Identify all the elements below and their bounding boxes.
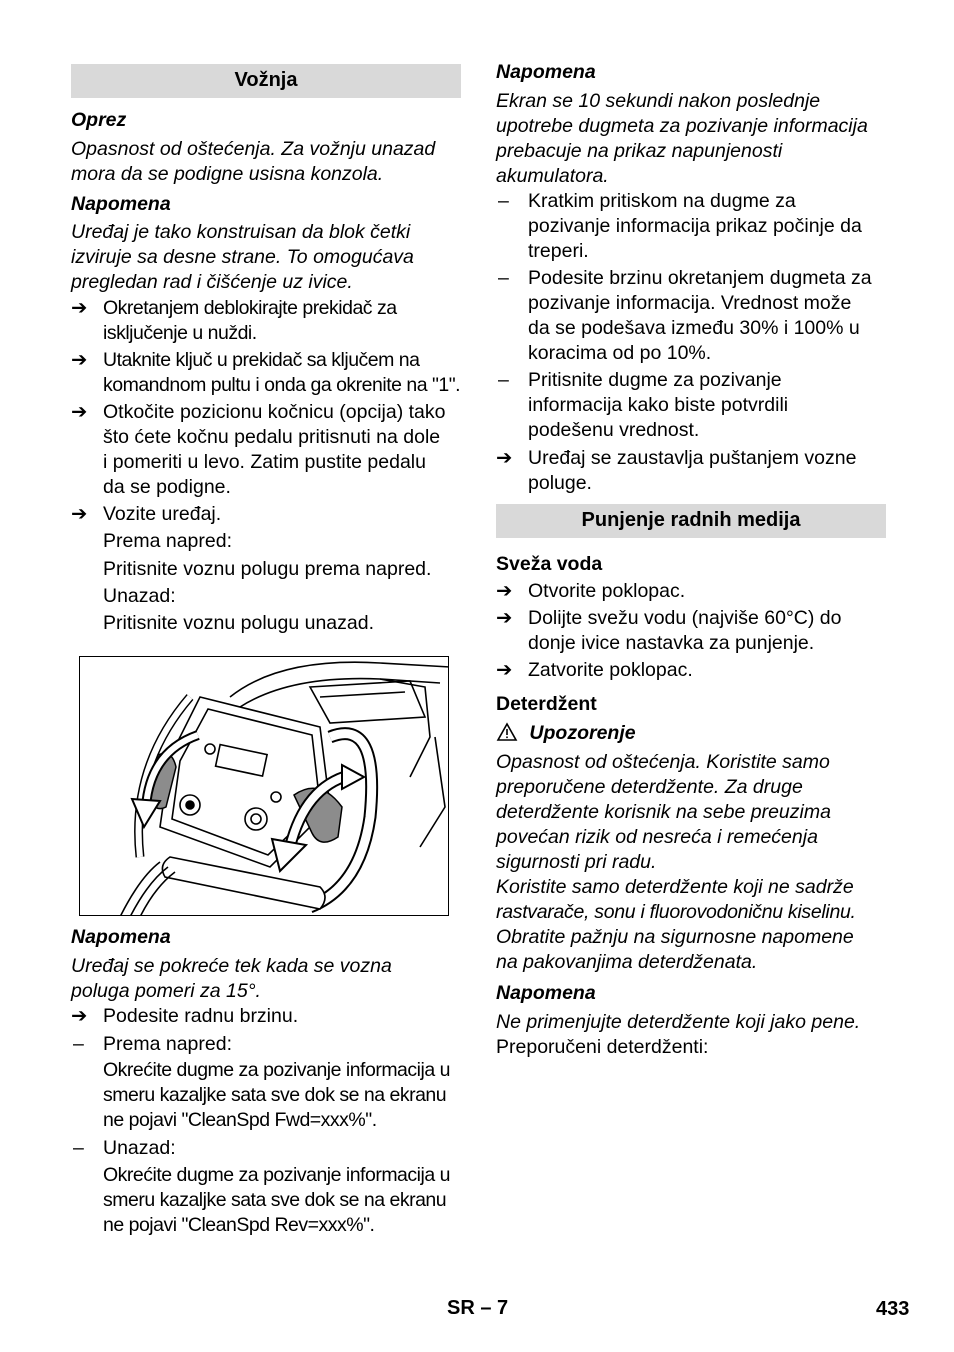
arrow-right-icon: ➔ xyxy=(496,580,513,602)
back-detail xyxy=(103,1163,461,1238)
dash-marker: – xyxy=(498,190,509,212)
detail-line: smeru kazaljke sata sve dok se na ekranu xyxy=(103,1189,447,1211)
dash-line: pozivanje informacija prikaz počinje da xyxy=(528,215,862,237)
note-line: Uređaj je tako konstruisan da blok četki xyxy=(71,221,411,243)
detail-line: Okrećite dugme za pozivanje informacija u xyxy=(103,1164,450,1186)
arrow-right-icon: ➔ xyxy=(496,659,513,681)
arrow-right-icon: ➔ xyxy=(71,349,87,371)
note-text xyxy=(496,89,886,189)
step-item xyxy=(71,400,461,500)
note-line: prebacuje na prikaz napunjenosti xyxy=(496,140,783,162)
warning-heading: Upozorenje xyxy=(529,722,636,744)
dash-marker: – xyxy=(498,369,509,391)
step-item xyxy=(496,606,886,656)
step-line: komandnom pultu i onda ga okrenite na "1". xyxy=(103,374,461,396)
warning-line: rastvarače, sonu i fluorovodoničnu kiselinu. xyxy=(496,901,856,923)
step-line: poluge. xyxy=(528,472,592,494)
control-panel-illustration xyxy=(79,656,449,916)
dash-line: Pritisnite dugme za pozivanje xyxy=(528,369,782,391)
step-item xyxy=(496,579,886,604)
arrow-right-icon: ➔ xyxy=(71,297,87,319)
dash-line: podešenu vrednost. xyxy=(528,419,700,441)
dash-line: pozivanje informacija. Vrednost može xyxy=(528,292,852,314)
step-line: Uređaj se zaustavlja puštanjem vozne xyxy=(528,447,857,469)
note-heading: Napomena xyxy=(496,982,596,1004)
dash-line: Podesite brzinu okretanjem dugmeta za xyxy=(528,267,872,289)
note-heading: Napomena xyxy=(496,61,596,83)
step-line: Dolijte svežu vodu (najviše 60°C) do xyxy=(528,607,842,629)
warning-line: Koristite samo deterdžente koji ne sadrže xyxy=(496,876,854,898)
note-line: upotrebe dugmeta za pozivanje informacija xyxy=(496,115,868,137)
forward-detail xyxy=(103,1058,461,1133)
detail-line: smeru kazaljke sata sve dok se na ekranu xyxy=(103,1084,447,1106)
dash-line: treperi. xyxy=(528,240,589,262)
warning-line: Opasnost od oštećenja. Koristite samo xyxy=(496,751,830,773)
dash-line: koracima od po 10%. xyxy=(528,342,712,364)
note-text xyxy=(71,220,461,295)
dash-item xyxy=(496,189,886,264)
step-line: Okretanjem deblokirajte prekidač za xyxy=(103,297,397,319)
note-line: akumulatora. xyxy=(496,165,609,187)
dash-item xyxy=(496,266,886,366)
step-line: donje ivice nastavka za punjenje. xyxy=(528,632,815,654)
drive-forward-label: Prema napred: xyxy=(103,530,232,552)
warning-triangle-icon xyxy=(496,722,518,742)
drive-forward-text: Pritisnite voznu polugu prema napred. xyxy=(103,558,432,580)
step-item xyxy=(71,348,461,398)
section-title-voznja: Vožnja xyxy=(71,64,461,98)
warning-line: povećan rizik od nesreća i remećenja xyxy=(496,826,818,848)
dash-item xyxy=(71,1136,461,1161)
step-item xyxy=(496,658,886,683)
note-line: Uređaj se pokreće tek kada se vozna xyxy=(71,955,392,977)
caution-text xyxy=(71,137,461,187)
step-line: Vozite uređaj. xyxy=(103,503,222,525)
arrow-right-icon: ➔ xyxy=(71,1005,88,1027)
step-item xyxy=(71,296,461,346)
step-line: Zatvorite poklopac. xyxy=(528,659,693,681)
dash-line: Prema napred: xyxy=(103,1033,232,1055)
step-item xyxy=(71,502,461,527)
warning-line: na pakovanjima deterdženata. xyxy=(496,951,758,973)
step-line: Otkočite pozicionu kočnicu (opcija) tako xyxy=(103,401,446,423)
detail-line: ne pojavi "CleanSpd Rev=xxx%". xyxy=(103,1214,375,1236)
arrow-right-icon: ➔ xyxy=(71,401,88,423)
fresh-water-heading: Sveža voda xyxy=(496,553,603,575)
drive-back-text: Pritisnite voznu polugu unazad. xyxy=(103,612,375,634)
caution-heading: Oprez xyxy=(71,109,127,131)
step-line: da se podigne. xyxy=(103,476,231,498)
note-line: pregledan rad i čišćenje uz ivice. xyxy=(71,271,353,293)
dash-line: Unazad: xyxy=(103,1137,176,1159)
step-line: i pomeriti u levo. Zatim pustite pedalu xyxy=(103,451,426,473)
caution-line: Opasnost od oštećenja. Za vožnju unazad xyxy=(71,138,436,160)
dash-line: da se podešava između 30% i 100% u xyxy=(528,317,860,339)
section-title-punjenje: Punjenje radnih medija xyxy=(496,504,886,538)
note-line: poluga pomeri za 15°. xyxy=(71,980,261,1002)
detail-line: Okrećite dugme za pozivanje informacija u xyxy=(103,1059,450,1081)
warning-line: preporučene deterdžente. Za druge xyxy=(496,776,803,798)
step-line: Podesite radnu brzinu. xyxy=(103,1005,299,1027)
arrow-right-icon: ➔ xyxy=(496,447,513,469)
detail-line: ne pojavi "CleanSpd Fwd=xxx%". xyxy=(103,1109,377,1131)
warning-line: Obratite pažnju na sigurnosne napomene xyxy=(496,926,854,948)
recommended-detergents: Preporučeni deterdženti: xyxy=(496,1036,709,1058)
note-heading: Napomena xyxy=(71,926,171,948)
note-text: Ne primenjujte deterdžente koji jako pene. xyxy=(496,1011,861,1033)
dash-marker: – xyxy=(73,1137,84,1159)
caution-line: mora da se podigne usisna konzola. xyxy=(71,163,384,185)
arrow-right-icon: ➔ xyxy=(496,607,513,629)
dash-line: informacija kako biste potvrdili xyxy=(528,394,789,416)
step-line: Utaknite ključ u prekidač sa ključem na xyxy=(103,349,420,371)
dash-item xyxy=(496,368,886,443)
note-line: izviruje sa desne strane. To omogućava xyxy=(71,246,414,268)
dash-item xyxy=(71,1032,461,1057)
step-item xyxy=(496,446,886,496)
dash-line: Kratkim pritiskom na dugme za xyxy=(528,190,796,212)
warning-line: sigurnosti pri radu. xyxy=(496,851,657,873)
arrow-right-icon: ➔ xyxy=(71,503,88,525)
dash-marker: – xyxy=(498,267,509,289)
detergent-heading: Deterdžent xyxy=(496,693,597,715)
warning-text xyxy=(496,750,886,975)
note-line: Ekran se 10 sekundi nakon poslednje xyxy=(496,90,821,112)
machine-drawing xyxy=(80,657,449,916)
page-number: 433 xyxy=(876,1298,910,1320)
footer-section-label: SR – 7 xyxy=(447,1297,509,1319)
step-item xyxy=(71,1004,461,1029)
step-line: što ćete kočnu pedalu pritisnuti na dole xyxy=(103,426,441,448)
step-line: Otvorite poklopac. xyxy=(528,580,686,602)
note-heading: Napomena xyxy=(71,193,171,215)
step-line: isključenje u nuždi. xyxy=(103,322,257,344)
drive-back-label: Unazad: xyxy=(103,585,176,607)
dash-marker: – xyxy=(73,1033,84,1055)
warning-line: deterdžente korisnik na sebe preuzima xyxy=(496,801,831,823)
warning-row xyxy=(496,721,886,746)
note-text xyxy=(71,954,461,1004)
